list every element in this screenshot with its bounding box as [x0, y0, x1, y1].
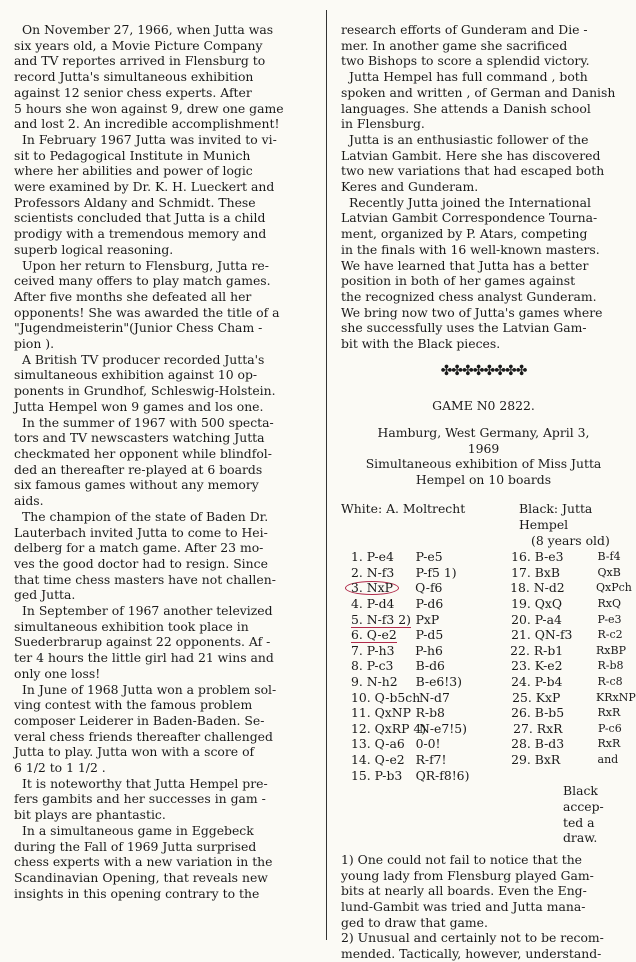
- result-line-1: Black accep-: [563, 783, 604, 814]
- black-reply: [416, 705, 500, 721]
- text-line: "Jugendmeisterin"(Junior Chess Cham -: [14, 320, 263, 336]
- game-event: Simultaneous exhibition of Miss Jutta: [365, 456, 602, 472]
- move-text: 2. N-f3: [351, 564, 395, 580]
- text-line: Upon her return to Flensburg, Jutta re-: [22, 257, 269, 273]
- black-reply: [416, 658, 500, 674]
- text-line: Latvian Gambit Correspondence Tourna-: [341, 210, 598, 226]
- text-line: record Jutta's simultaneous exhibition: [14, 69, 254, 85]
- move-row: [341, 674, 626, 690]
- text-line: Jutta is an enthusiastic follower of the: [349, 131, 589, 147]
- move-row: [341, 705, 626, 721]
- text-line: mer. In another game she sacrificed: [341, 37, 568, 53]
- note-line: young lady from Flensburg played Gam-: [341, 867, 594, 883]
- text-line: languages. She attends a Danish school: [341, 100, 591, 116]
- white-move-number: [341, 643, 415, 659]
- result-line-2: ted a draw.: [563, 814, 598, 846]
- move-text: RxBP: [596, 643, 626, 657]
- move-text: 1. P-e4: [351, 549, 394, 565]
- black-reply: [419, 721, 501, 737]
- white-move-number: [341, 549, 416, 565]
- text-line: ter 4 hours the little girl had 21 wins and: [14, 650, 274, 666]
- ornament-divider: ✤✤✤✤✤✤✤✤: [440, 362, 527, 379]
- move-text: P-e3: [597, 612, 622, 626]
- move-text: R-f7!: [415, 751, 447, 767]
- text-line: opponents! She was awarded the title of a: [14, 304, 280, 320]
- move-text: 17. BxB: [511, 564, 560, 580]
- text-line: were examined by Dr. K. H. Lueckert and: [14, 179, 275, 195]
- text-line: ded an thereafter re-played at 6 boards: [14, 461, 263, 477]
- white-move-number: [341, 627, 416, 643]
- text-line: Latvian Gambit. Here she has discovered: [341, 147, 601, 163]
- text-line: in Flensburg.: [341, 116, 425, 132]
- text-line: pion ).: [14, 336, 55, 352]
- black-reply: [416, 768, 500, 784]
- text-line: scientists concluded that Jutta is a child: [14, 210, 266, 226]
- text-line: In a simultaneous game in Eggebeck: [22, 822, 254, 838]
- white-move-number: [341, 690, 419, 706]
- text-line: simultaneous exhibition against 10 op-: [14, 367, 258, 383]
- black-reply: [416, 549, 500, 565]
- move-text: RxR: [597, 706, 621, 720]
- text-line: In June of 1968 Jutta won a problem sol-: [22, 681, 277, 697]
- black-reply: [598, 549, 626, 565]
- note-line: ged to draw that game.: [341, 914, 488, 930]
- text-line: We bring now two of Jutta's games where: [341, 304, 603, 320]
- white-move-number: [500, 690, 596, 706]
- black-reply: [416, 752, 500, 768]
- text-line: superb logical reasoning.: [14, 241, 174, 257]
- note-line: mended. Tactically, however, understand-: [341, 946, 602, 962]
- move-text: P-h6: [415, 642, 443, 658]
- white-move-number: [501, 721, 598, 737]
- white-move-number: [341, 720, 427, 737]
- move-text: P-f5 1): [415, 564, 457, 580]
- white-move-number: [499, 627, 597, 643]
- black-reply: [598, 768, 626, 784]
- black-reply: [598, 736, 626, 752]
- text-line: ged Jutta.: [14, 587, 76, 603]
- text-line: only one loss!: [14, 665, 101, 681]
- text-line: research efforts of Gunderam and Die -: [341, 22, 588, 37]
- text-line: simultaneous exhibition took place in: [14, 618, 249, 634]
- move-row: [341, 721, 626, 737]
- players-row: [341, 501, 626, 532]
- note-line: 1) One could not fail to notice that the: [341, 851, 583, 867]
- text-line: 6 1/2 to 1 1/2 .: [14, 760, 106, 776]
- right-column: [341, 22, 636, 962]
- game-notes: [341, 852, 626, 962]
- black-reply: [598, 596, 626, 612]
- text-line: spoken and written , of German and Danish: [341, 84, 616, 100]
- move-text: KRxNP: [596, 690, 636, 704]
- text-line: six years old, a Movie Picture Company: [14, 37, 263, 53]
- white-move-number: [341, 565, 416, 581]
- black-reply: [416, 612, 500, 628]
- text-line: position in both of her games against: [341, 273, 576, 289]
- move-text: 10. Q-b5ch: [351, 689, 421, 705]
- text-line: Scandinavian Opening, that reveals new: [14, 869, 268, 885]
- text-line: After five months she defeated all her: [14, 288, 252, 304]
- text-line: tors and TV newscasters watching Jutta: [14, 430, 265, 446]
- note-line: 2) Unusual and certainly not to be recom-: [341, 930, 604, 946]
- text-line: 5 hours she won against 9, drew one game: [14, 100, 284, 116]
- black-reply: [598, 705, 626, 721]
- black-reply: [419, 690, 500, 706]
- move-text: 28. B-d3: [511, 736, 565, 752]
- move-text: N-e7!5): [419, 720, 467, 736]
- white-move-number: [498, 580, 596, 596]
- white-move-number: [341, 752, 416, 768]
- text-line: and TV reportes arrived in Flensburg to: [14, 53, 266, 69]
- black-reply: [598, 627, 626, 643]
- move-text: B-e6!3): [415, 673, 462, 689]
- move-text: R-b8: [415, 705, 445, 721]
- text-line: In the summer of 1967 with 500 specta-: [22, 414, 274, 430]
- black-reply: [415, 580, 498, 596]
- text-line: aids.: [14, 493, 44, 509]
- move-text: QxB: [597, 565, 621, 579]
- text-line: ponents in Grundhof, Schleswig-Holstein.: [14, 383, 276, 399]
- move-row: [341, 643, 626, 659]
- white-move-number: [499, 549, 597, 565]
- move-text: 27. RxR: [513, 720, 563, 736]
- white-move-number: [499, 752, 597, 768]
- move-text: P-c6: [598, 721, 622, 735]
- move-text: 16. B-e3: [511, 549, 564, 565]
- black-reply: [598, 658, 626, 674]
- text-line: Jutta to play. Jutta won with a score of: [14, 744, 255, 760]
- black-reply: [415, 643, 498, 659]
- text-line: prodigy with a tremendous memory and: [14, 226, 267, 242]
- move-text: QR-f8!6): [415, 767, 470, 783]
- move-text: P-d5: [415, 627, 444, 643]
- move-row: [341, 627, 626, 643]
- text-line: against 12 senior chess experts. After: [14, 84, 252, 100]
- black-reply: [598, 612, 626, 628]
- text-line: composer Leiderer in Baden-Baden. Se-: [14, 712, 265, 728]
- article-continuation: [341, 22, 626, 352]
- move-row: [341, 658, 626, 674]
- move-text: and: [597, 752, 619, 766]
- white-move-number: [341, 768, 416, 784]
- text-line: fers gambits and her successes in gam -: [14, 791, 266, 807]
- white-move-number: [499, 768, 597, 784]
- black-reply: [416, 674, 500, 690]
- text-line: during the Fall of 1969 Jutta surprised: [14, 838, 257, 854]
- text-line: in the finals with 16 well-known masters.: [341, 241, 600, 257]
- text-line: Suederbrarup against 22 opponents. Af -: [14, 634, 271, 650]
- move-text: 20. P-a4: [511, 611, 562, 627]
- move-text: QxPch: [596, 581, 632, 595]
- text-line: Jutta Hempel won 9 games and los one.: [14, 398, 264, 414]
- black-reply: [598, 674, 626, 690]
- text-line: six famous games without any memory: [14, 477, 259, 493]
- white-move-number: [341, 596, 416, 612]
- text-line: A British TV producer recorded Jutta's: [22, 351, 265, 367]
- move-text: RxQ: [597, 596, 622, 610]
- black-reply: [596, 643, 626, 659]
- move-text: 24. P-b4: [511, 673, 563, 689]
- game-location: Hamburg, West Germany, April 3,: [377, 425, 590, 441]
- move-text: 15. P-b3: [351, 767, 403, 783]
- move-text: 21. QN-f3: [511, 627, 573, 643]
- note-line: bits at nearly all boards. Even the Eng-: [341, 883, 587, 899]
- text-line: ceived many offers to play match games.: [14, 273, 271, 289]
- text-line: veral chess friends thereafter challenged: [14, 728, 273, 744]
- text-line: that time chess masters have not challen-: [14, 571, 276, 587]
- text-line: insights in this opening contrary to the: [14, 885, 260, 901]
- move-text: P-e5: [415, 549, 443, 565]
- note-line: lund-Gambit was tried and Jutta mana-: [341, 899, 586, 915]
- move-text: P-d6: [415, 595, 444, 611]
- move-row: [341, 612, 626, 628]
- move-row: [341, 565, 626, 581]
- move-text: 3. NxP: [345, 581, 399, 595]
- white-move-number: [341, 580, 415, 596]
- move-text: PxP: [415, 611, 440, 627]
- left-column: [14, 22, 314, 901]
- move-text: N-d7: [419, 689, 450, 705]
- move-text: RxR: [597, 737, 621, 751]
- text-line: where her abilities and power of logic: [14, 163, 253, 179]
- text-line: Keres and Gunderam.: [341, 179, 479, 195]
- text-line: chess experts with a new variation in the: [14, 854, 273, 870]
- move-text: 23. K-e2: [511, 658, 563, 674]
- move-text: 26. B-b5: [511, 705, 565, 721]
- move-row: [341, 689, 636, 706]
- text-line: Professors Aldany and Schmidt. These: [14, 194, 256, 210]
- text-line: sit to Pedagogical Institute in Munich: [14, 147, 251, 163]
- white-move-number: [341, 612, 416, 628]
- move-text: 13. Q-a6: [351, 736, 405, 752]
- move-text: 11. QxNP: [351, 705, 411, 721]
- move-list: [341, 549, 636, 783]
- white-move-number: [341, 674, 416, 690]
- move-text: R-c2: [597, 628, 623, 642]
- text-line: Lauterbach invited Jutta to come to Hei-: [14, 524, 268, 540]
- move-text: B-f4: [597, 550, 621, 564]
- move-text: 19. QxQ: [511, 595, 563, 611]
- move-text: 14. Q-e2: [351, 751, 405, 767]
- black-reply: [598, 721, 626, 737]
- black-reply: [598, 565, 626, 581]
- move-text: B-d6: [415, 658, 445, 674]
- black-reply: [598, 752, 626, 768]
- white-move-number: [499, 674, 597, 690]
- white-move-number: [499, 565, 597, 581]
- text-line: ves the good doctor had to resign. Since: [14, 555, 268, 571]
- white-move-number: [499, 612, 597, 628]
- move-text: 29. BxR: [511, 751, 561, 767]
- text-line: The champion of the state of Baden Dr.: [22, 508, 269, 524]
- text-line: In February 1967 Jutta was invited to vi-: [22, 131, 277, 147]
- white-move-number: [499, 705, 597, 721]
- text-line: delberg for a match game. After 23 mo-: [14, 540, 264, 556]
- white-move-number: [499, 596, 597, 612]
- move-text: 12. QxRP 4): [351, 720, 427, 736]
- white-move-number: [341, 658, 416, 674]
- move-text: R-b8: [597, 659, 624, 673]
- white-move-number: [499, 658, 597, 674]
- move-text: 9. N-h2: [351, 673, 398, 689]
- black-player: Black: Jutta Hempel: [519, 501, 593, 532]
- move-text: Q-f6: [415, 580, 443, 596]
- text-line: two Bishops to score a splendid victory.: [341, 53, 590, 69]
- move-row: [341, 768, 626, 784]
- move-row: [341, 596, 626, 612]
- white-move-number: [341, 736, 416, 752]
- move-text: 22. R-b1: [510, 642, 564, 658]
- black-reply: [416, 596, 500, 612]
- game-header: [341, 425, 626, 487]
- text-line: two new variations that had escaped both: [341, 163, 605, 179]
- text-line: the recognized chess analyst Gunderam.: [341, 288, 597, 304]
- text-line: bit with the Black pieces.: [341, 336, 501, 352]
- white-move-number: [498, 643, 596, 659]
- text-line: ment, organized by P. Atars, competing: [341, 226, 588, 242]
- move-text: 6. Q-e2: [351, 627, 397, 643]
- white-move-number: [341, 705, 416, 721]
- black-reply: [596, 580, 632, 596]
- text-line: bit plays are phantastic.: [14, 807, 166, 823]
- text-line: Recently Jutta joined the International: [349, 194, 591, 210]
- game-event-boards: Hempel on 10 boards: [415, 471, 552, 487]
- text-line: We have learned that Jutta has a better: [341, 257, 589, 273]
- move-text: 25. KxP: [512, 689, 561, 705]
- black-player-age: (8 years old): [531, 532, 610, 548]
- move-row: [341, 580, 632, 596]
- game-title: GAME N0 2822.: [432, 397, 535, 413]
- text-line: checkmated her opponent while blindfol-: [14, 445, 272, 461]
- text-line: ving contest with the famous problem: [14, 697, 253, 713]
- text-line: and lost 2. An incredible accomplishment!: [14, 116, 280, 132]
- black-reply: [596, 690, 636, 706]
- move-text: 7. P-h3: [351, 642, 395, 658]
- column-divider: [326, 10, 327, 940]
- move-text: R-c8: [597, 674, 623, 688]
- move-text: 8. P-c3: [351, 658, 394, 674]
- text-line: Jutta Hempel has full command , both: [349, 69, 588, 85]
- move-text: 5. N-f3 2): [351, 611, 411, 627]
- move-row: [341, 549, 626, 565]
- black-reply: [416, 565, 500, 581]
- white-move-number: [499, 736, 597, 752]
- move-row: [341, 736, 626, 752]
- move-text: 0-0!: [415, 736, 441, 752]
- text-line: she successfully uses the Latvian Gam-: [341, 320, 587, 336]
- game-year: 1969: [467, 440, 500, 456]
- text-line: In September of 1967 another televized: [22, 603, 273, 619]
- text-line: It is noteworthy that Jutta Hempel pre-: [22, 775, 268, 791]
- black-reply: [416, 627, 500, 643]
- text-line: On November 27, 1966, when Jutta was: [22, 22, 274, 37]
- black-reply: [416, 736, 500, 752]
- move-text: 18. N-d2: [510, 580, 565, 596]
- move-text: 4. P-d4: [351, 595, 395, 611]
- white-player: White: A. Moltrecht: [341, 501, 466, 517]
- move-row: [341, 752, 626, 768]
